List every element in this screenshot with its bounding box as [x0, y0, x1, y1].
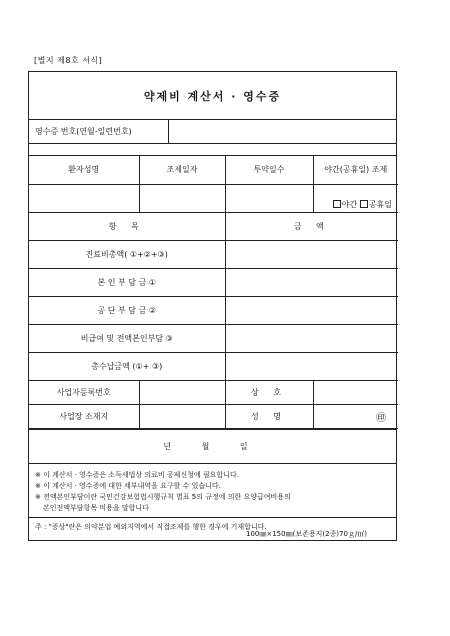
note-item: ※ 이 계산서 · 영수증에 대한 세부내역을 요구할 수 있습니다.	[35, 481, 221, 490]
amount-non-covered[interactable]	[225, 324, 398, 352]
name-value[interactable]	[313, 404, 398, 428]
days-cell[interactable]	[225, 184, 313, 212]
receipt-number-label: 영수증 번호(연월-일련번호)	[29, 120, 169, 143]
note-item: ※ 전액본인부담이란 국민건강보험법시행규칙 별표 5의 규정에 의한 요양급여비용의	[35, 492, 291, 501]
trade-name-value[interactable]	[313, 380, 398, 404]
night-checkbox[interactable]	[333, 200, 341, 208]
amount-corporation-share[interactable]	[225, 296, 398, 324]
item-total-fee: 진료비총액( ①+②+③)	[29, 240, 225, 268]
business-reg-no-label: 사업자등록번호	[29, 380, 139, 404]
note-item: 본인전액부담항목 비용을 말합니다	[43, 503, 149, 512]
amount-header: 금 액	[225, 212, 398, 240]
header-days: 투약일수	[225, 156, 313, 184]
items-header: 항 목	[29, 212, 225, 240]
header-patient-name: 환자성명	[29, 156, 139, 184]
amount-patient-share[interactable]	[225, 268, 398, 296]
item-patient-share: 본 인 부 담 금 ①	[29, 268, 225, 296]
paper-size-note: 100㎜×150㎜(보존용지(2종)70ｇ/㎡)	[246, 530, 368, 538]
notes-section	[29, 463, 396, 517]
item-non-covered: 비급여 및 전액본인부담 ③	[29, 324, 225, 352]
patient-name-cell[interactable]	[29, 184, 139, 212]
amount-total-fee[interactable]	[225, 240, 398, 268]
pharmacy-receipt-form	[28, 71, 397, 541]
header-night-holiday: 야간(공휴일) 조제	[313, 156, 398, 184]
trade-name-label: 상 호	[225, 380, 313, 404]
night-checkbox-label: 야간	[341, 199, 358, 209]
spacer-row	[29, 144, 396, 156]
date-line: 년 월 일	[29, 429, 396, 463]
business-address-value[interactable]	[139, 404, 225, 428]
note-item: ※ 이 계산서 · 영수증은 소득세법상 의료비 공제신청에 필요합니다.	[35, 470, 239, 479]
seal-mark: ㊞	[376, 412, 386, 424]
holiday-checkbox[interactable]	[360, 200, 368, 208]
business-reg-no-value[interactable]	[139, 380, 225, 404]
form-title: 약제비 계산서 · 영수증	[29, 72, 396, 120]
item-corporation-share: 공 단 부 담 금 ②	[29, 296, 225, 324]
amount-total-paid[interactable]	[225, 352, 398, 380]
item-total-paid: 총수납금액 (①+ ③)	[29, 352, 225, 380]
dispense-date-cell[interactable]	[139, 184, 225, 212]
footnote: 주 : "증상"란은 의약분업 예외지역에서 직접조제를 행한 경우에 기재합니다.	[29, 517, 396, 540]
business-address-label: 사업장 소재지	[29, 404, 139, 428]
receipt-number-row	[29, 120, 396, 144]
receipt-table	[29, 156, 398, 429]
form-number-label: [별지 제8호 서식]	[34, 56, 103, 65]
night-holiday-checkboxes	[313, 184, 398, 212]
name-label: 성 명	[225, 404, 313, 428]
holiday-checkbox-label: 공휴일	[368, 199, 392, 209]
header-dispense-date: 조제일자	[139, 156, 225, 184]
